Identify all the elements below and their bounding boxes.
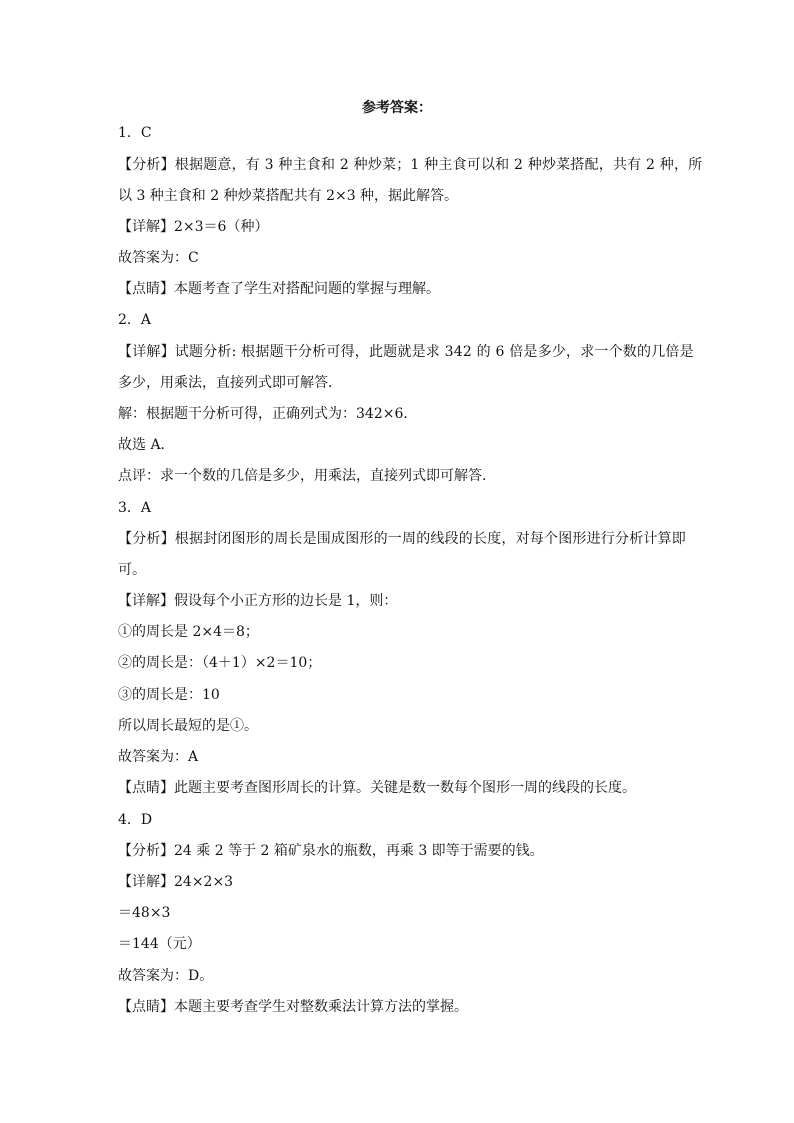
conclusion-text: 所以周长最短的是①。 — [118, 718, 258, 734]
detail-text: 【详解】假设每个小正方形的边长是 1，则： — [118, 593, 398, 609]
analysis-text-continued: 可。 — [118, 562, 146, 578]
analysis-text: 【分析】根据题意，有 3 种主食和 2 种炒菜；1 种主食可以和 2 种炒菜搭配，共有 2 种，所 — [118, 157, 703, 173]
answer-number-2: 2．A — [118, 312, 152, 328]
detail-text: 【详解】试题分析: 根据题干分析可得，此题就是求 342 的 6 倍是多少，求一个数的几倍是 — [118, 344, 694, 360]
comment-text: 【点睛】本题主要考查学生对整数乘法计算方法的掌握。 — [118, 999, 468, 1015]
comment-text: 点评：求一个数的几倍是多少，用乘法，直接列式即可解答． — [118, 468, 496, 484]
calc-line: ＝48×3 — [118, 905, 171, 921]
calc-line: ＝144（元） — [118, 936, 201, 952]
answer-line: 故答案为：C — [118, 250, 199, 266]
answer-number-4: 4．D — [118, 812, 153, 828]
page-title: 参考答案： — [362, 100, 432, 116]
solution-text: 解：根据题干分析可得，正确列式为：342×6． — [118, 406, 418, 422]
answer-line: 故答案为：A — [118, 749, 199, 765]
answer-line: 故答案为：D。 — [118, 968, 214, 984]
calc-line: ②的周长是：（4＋1）×2＝10； — [118, 655, 322, 671]
answer-line: 故选 A． — [118, 437, 175, 453]
calc-line: ①的周长是 2×4＝8； — [118, 624, 259, 640]
analysis-text: 【分析】24 乘 2 等于 2 箱矿泉水的瓶数，再乘 3 即等于需要的钱。 — [118, 843, 544, 859]
analysis-text-continued: 以 3 种主食和 2 种炒菜搭配共有 2×3 种，据此解答。 — [118, 188, 459, 204]
detail-text: 【详解】24×2×3 — [118, 874, 234, 890]
answer-number-1: 1．C — [118, 125, 152, 141]
detail-text-continued: 多少，用乘法，直接列式即可解答． — [118, 375, 342, 391]
answer-number-3: 3．A — [118, 500, 152, 516]
comment-text: 【点睛】本题考查了学生对搭配问题的掌握与理解。 — [118, 281, 440, 297]
comment-text: 【点睛】此题主要考查图形周长的计算。关键是数一数每个图形一周的线段的长度。 — [118, 780, 636, 796]
analysis-text: 【分析】根据封闭图形的周长是围成图形的一周的线段的长度，对每个图形进行分析计算即 — [118, 531, 686, 547]
calc-line: ③的周长是：10 — [118, 687, 220, 703]
detail-text: 【详解】2×3＝6（种） — [118, 219, 269, 235]
